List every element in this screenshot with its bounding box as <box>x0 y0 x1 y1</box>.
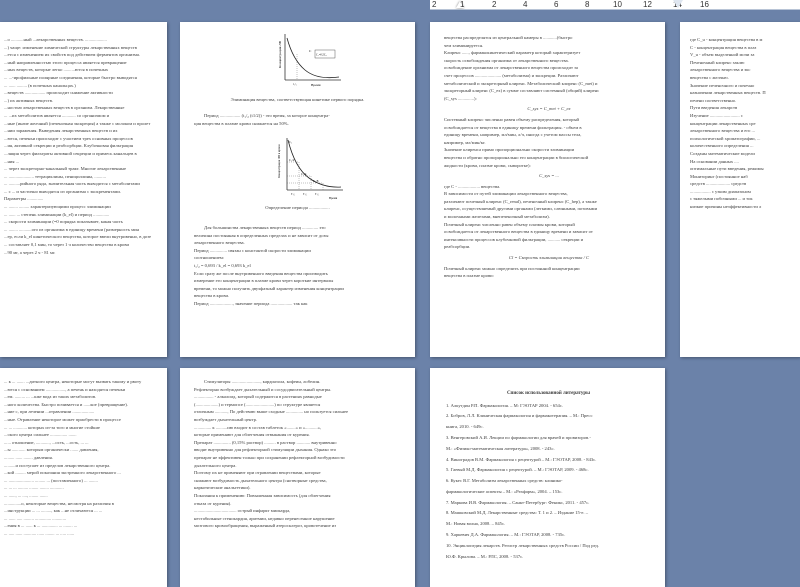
ruler-number: 8 <box>585 0 590 9</box>
text-line: возбуждает дыхательный центр. <box>194 416 258 422</box>
reference-item: 10. Энциклопедия лекарств. Регистр лекарственных средств России / Под ред. <box>446 542 600 548</box>
text-line: ... ...... ......... (в почечных канальцах.) <box>4 82 76 88</box>
text-line: V_u - объем выделенной мочи за <box>690 52 755 58</box>
text-line: дыхательного центра. <box>194 462 237 468</box>
text-line: наркотические анальгетики). <box>194 485 251 491</box>
text-line: которые применяют для облегчения отвыкания от курения. <box>194 432 310 438</box>
text-line: печени соответственно. <box>690 97 737 103</box>
chart2-ylabel: Концентрация ЛВ в крови <box>277 144 281 178</box>
references-list <box>446 402 651 561</box>
text-line: реабсорбции. <box>444 244 471 250</box>
text-line: лекарственного вещества и его ... <box>690 128 756 134</box>
text-line: ......... ...... ........ давления. <box>4 454 53 460</box>
ruler-number: 16 <box>700 0 709 9</box>
document-page-5[interactable] <box>0 368 167 587</box>
page-7-text <box>446 390 651 563</box>
text-line: ............... к ..........ию входит в состав таблеток «........» и «...........», <box>194 424 322 430</box>
text-line: жидкости (крови, плазме крови, сыворотке): <box>444 162 531 168</box>
text-line: оптимальные пути введения, режимы <box>690 166 764 172</box>
chart1-box-label: C₁=0,5C₀ <box>316 53 327 57</box>
text-line: C - концентрация вещества в плаз <box>690 44 757 50</box>
ruler-number: 4 <box>523 0 528 9</box>
page-5-text <box>4 378 162 537</box>
text-line: Стимуляторы ........................., кардиазола, кофеин, лобелин. <box>204 379 321 384</box>
text-line: Значение клиренса прямо пропорционально скорости элиминации <box>444 147 575 153</box>
text-line: ...ных веществ, которые легко ..........ются в почечных <box>4 67 109 73</box>
chart1-t-label: t₁/₂ <box>293 82 297 86</box>
text-line: Значение печеночного и почечно <box>690 82 755 88</box>
text-line: ...ного количества. Быстро почивается и ......кое (превращение). <box>4 401 128 407</box>
text-line: назначении лекарственных веществ. П <box>690 90 766 96</box>
formula-clearance-short: C_sys = ... <box>539 173 559 179</box>
text-line: Печеночный клиренс заклю <box>690 59 745 65</box>
chart2-label: C₀/2 <box>289 158 295 162</box>
text-line: ...ляция через фильтраты активной секреции и примесь канальцев в <box>4 150 137 156</box>
text-line: метаболический и экскреторный клиренс. Метаболический клиренс (C_met) и <box>444 80 598 86</box>
reference-item: 6. Кукес В.Г. Метаболизм лекарственных средств: клинико- <box>446 478 563 484</box>
text-line: Пути введения лекарств <box>690 105 738 111</box>
text-line: с тяжелыми побочными ... и ток <box>690 196 753 202</box>
reference-item: 3. Венгеровский А.И. Лекции по фармакологии для врачей и провизоров.- <box>446 434 591 440</box>
ruler-number: 6 <box>554 0 559 9</box>
chart1-xlabel: Время <box>311 83 321 87</box>
text-line: Показания к применению: Повышенная зависимость (для облегчения <box>194 492 331 498</box>
references-heading: Список использованной литературы <box>506 391 591 396</box>
text-line: концентрации лекарственных сре <box>690 120 756 126</box>
text-line: количественного определения ... <box>690 143 754 149</box>
text-line: ..................................... острый инфаркт миокарда, <box>194 508 291 514</box>
page-2-paragraph-1 <box>194 112 404 127</box>
text-line: ... ......, ... ...., ........ ....... <box>4 492 48 498</box>
text-line: отказа от курения). <box>194 500 232 506</box>
text-line: ...ные. Отравление некоторое может приобрести в процессе <box>4 416 121 422</box>
text-line: ...............о, некоторые вещества, несмотря на различия в <box>4 500 114 506</box>
page-2-paragraph-2 <box>194 224 404 308</box>
text-line: измерение его концентрации в плазме крови через короткие интервалы <box>194 278 334 284</box>
reference-item: 8. Машковский М.Д. Лекарственные средства: Т. 1 и 2. – Издание 15-е. – <box>446 510 589 516</box>
formula-clearance: Cl = Скорость элиминации вещества / C <box>508 255 590 261</box>
text-line: ... ........ ...........ого из организма в единицу времени (размерность мин <box>4 226 140 232</box>
text-line: (C_sys ..............): <box>444 95 477 101</box>
text-line: Если сразу же после внутривенного введения вещества производить <box>194 270 328 276</box>
text-line: ...ского центра сильнее ............... ....... <box>4 432 77 438</box>
horizontal-ruler[interactable] <box>430 0 800 10</box>
text-line: низкие причины неэффективности л <box>690 204 762 210</box>
text-line: ция вещества в плазме крови снижается на 50%. <box>194 120 289 126</box>
text-line: вещества в крови. <box>194 293 230 299</box>
text-line: ... ... ... ......... ........ ........ ............ <box>4 485 64 491</box>
text-line: величина постоянная в определенных пределах и не зависит от дозы <box>194 232 329 238</box>
text-line: ... ........ ......... характеризующими процесс элиминации <box>4 204 111 210</box>
text-line: вещества и обратно пропорционально его концентрации в биологической <box>444 154 589 160</box>
text-line: ...инструкции ... ... ........., как ...не отличаются ... ... <box>4 508 103 514</box>
text-line: Для большинства лекарственных веществ период .............. это <box>204 225 326 230</box>
chart1-c-label: C <box>309 49 312 53</box>
document-page-2[interactable] <box>180 22 415 357</box>
ruler-number: 2 <box>492 0 497 9</box>
text-line: ... ...их метаболитов является ............ со организмом и <box>4 112 110 118</box>
text-line: Препарат ............... (0,15% раствор) .......... в раствор ............ внутривенно <box>194 439 337 445</box>
text-line: В зависимости от путей элиминации лекарственного вещества, <box>444 191 568 197</box>
text-line: ...ется с изменением их свойств под действием ферментов организма. <box>4 52 141 58</box>
text-line: единицу времени, например, мл/мин, л/ч, иногда с учетом массы тела, <box>444 132 582 138</box>
text-line: вещества в плазме крови: <box>444 273 494 279</box>
document-page-4[interactable] <box>680 22 800 357</box>
text-line: Параметры .............. <box>4 196 44 202</box>
page-4-text <box>690 36 800 211</box>
text-line: ... ..... ...... ........... ...... ........ ... ..... ...... <box>4 530 75 536</box>
text-line: клиренс, осуществляемый другими органами (легкими, слюнными, потовыми <box>444 206 598 212</box>
text-line: ................. - алкалоид, который содержится в растениях равнодые <box>194 394 322 400</box>
text-line: ...) их активных веществ. <box>4 97 54 103</box>
text-line: вещества с желчью. <box>690 74 729 80</box>
text-line: ... к ... ....... ...дитного центра, некоторые могут вызвать такому и рвоту <box>4 379 142 384</box>
ruler-number: 2 <box>432 0 437 9</box>
text-line: ...ние с, при лечении ...отравлении ................... <box>4 409 95 415</box>
text-line: например, мл/мин/кг. <box>444 139 486 145</box>
text-line: ...нии заражения. Выведения лекарственных веществ и их <box>4 128 118 134</box>
text-line: освобождается от лекарственного вещества в единицу времени и зависит от <box>444 229 593 235</box>
text-line: .................. с узким диапазоном <box>690 188 751 194</box>
chart2-label: C₀ <box>289 140 293 144</box>
document-page-6[interactable] <box>180 368 415 587</box>
chart1-ylabel: Концентрация ЛВ <box>278 41 282 68</box>
elimination-chart <box>275 30 345 90</box>
text-line: ...ные (иначе желчный (печеночная экскреция) а также с молоком и пролет <box>4 120 151 126</box>
text-line: Поэтому их не применяют при отравлении веществами, которые <box>194 470 321 476</box>
document-page-1[interactable] <box>0 22 167 357</box>
text-line: освобождается от вещества в единицу времени фильтрациы. - объем в <box>444 124 582 130</box>
reference-item: М.: «Физико-математическая литература», 2008. - 243с. <box>446 445 555 451</box>
text-line: ...веществ .................. происходит снижение активности <box>4 90 113 96</box>
text-line: нестабильные стенокардия, аритмии, недавно перенесенное нарушение <box>194 515 335 521</box>
text-line: препарат не эффективен только при сохранении рефлекторной возбудимости <box>194 454 345 460</box>
text-line: ...ностью лекарственных веществ в организм. Лекарственные <box>4 105 125 111</box>
ruler-number: 12 <box>643 0 652 9</box>
page-3-text <box>444 34 654 280</box>
text-line: ...ения в ... ...... к ... .............. ... ........ ... <box>4 523 78 529</box>
text-line: Созданы математические модели <box>690 150 755 156</box>
text-line: ...... отношение, ............, ...ость, ...ость, ... ... <box>4 439 89 445</box>
reference-item: 9. Харкевич Д.А. Фармакология. – М.: ГЭОТАР, 2008. - 735с. <box>446 531 566 537</box>
chart2-tick: T₁/₂ <box>315 193 320 196</box>
text-line: вещества распределятся из центральной камеры в ............(быстро <box>444 35 573 40</box>
text-line: Период .................. (t₁/₂ (t1/2)) - это время, за которое концентра- <box>204 113 330 118</box>
text-line: средств ..................... средств <box>690 181 747 187</box>
text-line: Рефлекторно возбуждает дыхательный и сосудодвигательный центры. <box>194 386 332 392</box>
document-page-7[interactable] <box>430 368 665 587</box>
reference-item: книга, 2010. - 649с. <box>446 424 484 430</box>
text-line: ... ...................... ......... ... (поставленного) ... ........ <box>4 477 98 483</box>
text-line: ... с ... и частично выводятся из организма с экскрементами. <box>4 188 121 194</box>
ruler-number: 14 <box>673 0 682 9</box>
text-line: ... составляет 0,1 мин, то через 1 ч количество вещества в крови <box>4 242 129 248</box>
chart2-tick: T₁/₂ <box>291 193 296 196</box>
text-line: ..........и поступает из пределов лекарственного центра. <box>4 462 111 468</box>
text-line: освобождение организма от лекарственного вещества происходит за <box>444 65 578 71</box>
chart2-label: C₀/4 <box>301 172 307 176</box>
text-line: На основании данных .... <box>690 158 739 164</box>
text-line: ...ем. ......... ... ...кже вода из таких метаболитов. <box>4 394 97 400</box>
text-line: (....................) и термопсе (.........................) по структуре является <box>194 401 321 407</box>
chart2-label: C₀/8 <box>313 179 319 183</box>
chart1-caption: Элиминация вещества, соответствующая кинетике первого порядка. <box>230 97 365 102</box>
text-line: Почечный клиренс можно определить при постоянной концентрации <box>444 265 580 271</box>
text-line: ...ный направленностью этого процесса является превращение <box>4 59 127 65</box>
text-line: соотношением: <box>194 255 225 261</box>
text-line: Изучение .......................... с <box>690 112 743 118</box>
reference-item: 2. Бобров, Л.Л. Клиническая фармакология и фармакотерапия. – М.: Пресс <box>446 413 593 419</box>
page-1-text <box>4 36 162 256</box>
text-line: ... ...................... тетрациклины, пенициллины, .......... <box>4 173 106 179</box>
text-line: ...ия, активной секреции и реабсорбции. Клубочковая фильтрация <box>4 143 133 149</box>
text-line: ...ются, печеньи происходит с участием трех основных процессов <box>4 135 133 141</box>
text-line: чем элиминируется. <box>444 42 484 48</box>
text-line: лекарственного вещества и экс <box>690 67 751 73</box>
text-line: интенсивности процессов клубочковой фильтрации, ........... секреции и <box>444 236 584 242</box>
text-line: где C - ................... вещества. <box>444 183 501 189</box>
page-6-text <box>194 378 404 530</box>
text-line: ...90 мг, а через 2 ч - 81 мг. <box>4 249 56 255</box>
reference-item: 4. Виноградов В.М. Фармакология с рецептурой – М.: ГЭОТАР, 2008. - 843с. <box>446 456 597 462</box>
text-line: ... ... ............ которых из-за того и многие стойкие <box>4 424 100 430</box>
text-line: ...ния ... <box>4 158 20 164</box>
text-line: скорость освобождения организма от лекарственного вещества. <box>444 57 569 63</box>
reference-item: 7. Маркова И.В. Фармакология. – Санкт-Петербург: Феникс, 2011. - 457с. <box>446 499 590 505</box>
text-line: ... через экскреторно-канальный тракт. Многие лекарственные <box>4 166 127 172</box>
chart2-caption: Определение периода .................. <box>265 205 330 210</box>
text-line: лекарственного вещества. <box>194 240 245 246</box>
text-line: ...кой ......... мерой показания экстренного лекарственного ... <box>4 470 121 476</box>
chart2-tick: T₁/₂ <box>303 193 308 196</box>
text-line: вводят внутривенно для рефлекторной стимуляции дыхания. Однако это <box>194 447 337 453</box>
chart2-xlabel: Время <box>329 196 338 200</box>
text-line: ... скорости элиминации (=0 порядка показывает, какая часть <box>4 219 123 225</box>
text-line: и молочными железами, внепеченочный метаболизм). <box>444 214 550 220</box>
reference-item: фармакологические аспекты – М.: «Реафарм», 2004. – 153с. <box>446 488 563 494</box>
text-line: ... ..........рийного ряда, значительная часть выводится с метаболитами <box>4 181 140 187</box>
right-indent-marker[interactable] <box>673 0 683 8</box>
reference-item: М.: Новая волна, 2008. – 845с. <box>446 521 506 527</box>
ruler-number: 10 <box>613 0 622 9</box>
text-line: экскреторный клиренс (C_ex) в сумме составляют системный (общий) клиренс <box>444 88 600 94</box>
text-line: ...) чаще: изменение химической структуры лекарственных веществ <box>4 44 137 50</box>
text-line: t₁/₂ = 0,693 / k_el = 0,693 k_el <box>194 262 251 268</box>
text-line: ... ...-ирофильные полярные соединения, которые быстро выводятся <box>4 74 137 80</box>
text-line: счет процессов ....................... (метаболизма) и экскреции. Различают <box>444 72 579 78</box>
text-line: отличным ..........., По действию выше сходные ............... но пользуется сильнее <box>194 409 349 415</box>
text-line: Мониторинг (постоянное наб <box>690 173 748 179</box>
text-line: ...ы ............ которым органически ....... давления, <box>4 447 99 453</box>
reference-item: 5. Гаевый М.Д. Фармакология с рецептурой. – М.: ГЭОТАР, 2009. - 468с. <box>446 467 589 473</box>
half-life-chart <box>275 134 345 200</box>
document-page-3[interactable] <box>430 22 665 357</box>
text-line: снижают возбудимость дыхательного центра (снотворные средства, <box>194 477 327 483</box>
text-line: ... ...... ... степень элиминации (k_el) и период .............. <box>4 211 110 217</box>
text-line: Почечный клиренс численно равен объему плазмы крови, который <box>444 221 575 227</box>
text-line: ...ются с основанием ................., а печень и находятся печеньи <box>4 386 126 392</box>
text-line: Системный клиренс численно равен объему распределения, который <box>444 116 580 122</box>
text-line: Период ............... связан с константой скорости элиминации <box>194 247 311 253</box>
text-line: мозгового кровообращения, выраженный атеросклероз, кровотечение из <box>194 523 337 529</box>
text-line: где C_u - концентрация вещества в м <box>690 37 763 42</box>
text-line: ...ер, если k_el кинетического вещества, которое ввели внутривенно, в дозе <box>4 234 152 240</box>
text-line: психологической хроматографии, ... <box>690 135 761 141</box>
text-line: ...о ...........ный ...лекарственных веществ. ................... <box>4 37 107 42</box>
formula-system-clearance: C_sys = C_met + C_ex <box>527 106 571 112</box>
text-line: различают почечный клиренс (C_renal), печеночный клиренс (C_hep), а также <box>444 198 597 204</box>
text-line: времени, то можно получить двухфазный характер изменения концентрации <box>194 285 344 291</box>
text-line: Период ...................., значение периода ................... так как <box>194 300 308 306</box>
reference-item: 1. Алкутдин Р.П. Фармакология. – М: ГЭОТАР 2004. - 654с. <box>446 402 563 408</box>
text-line: Клиренс ......, фармакокинетический параметр который характеризует <box>444 50 581 56</box>
ruler-number: 1 <box>460 0 465 9</box>
reference-item: Ю.Ф. Крылова. – М.: РЛС, 2008. - 537с. <box>446 553 524 559</box>
text-line: ... ...... ..... ......... .............. ............ <box>4 515 67 521</box>
